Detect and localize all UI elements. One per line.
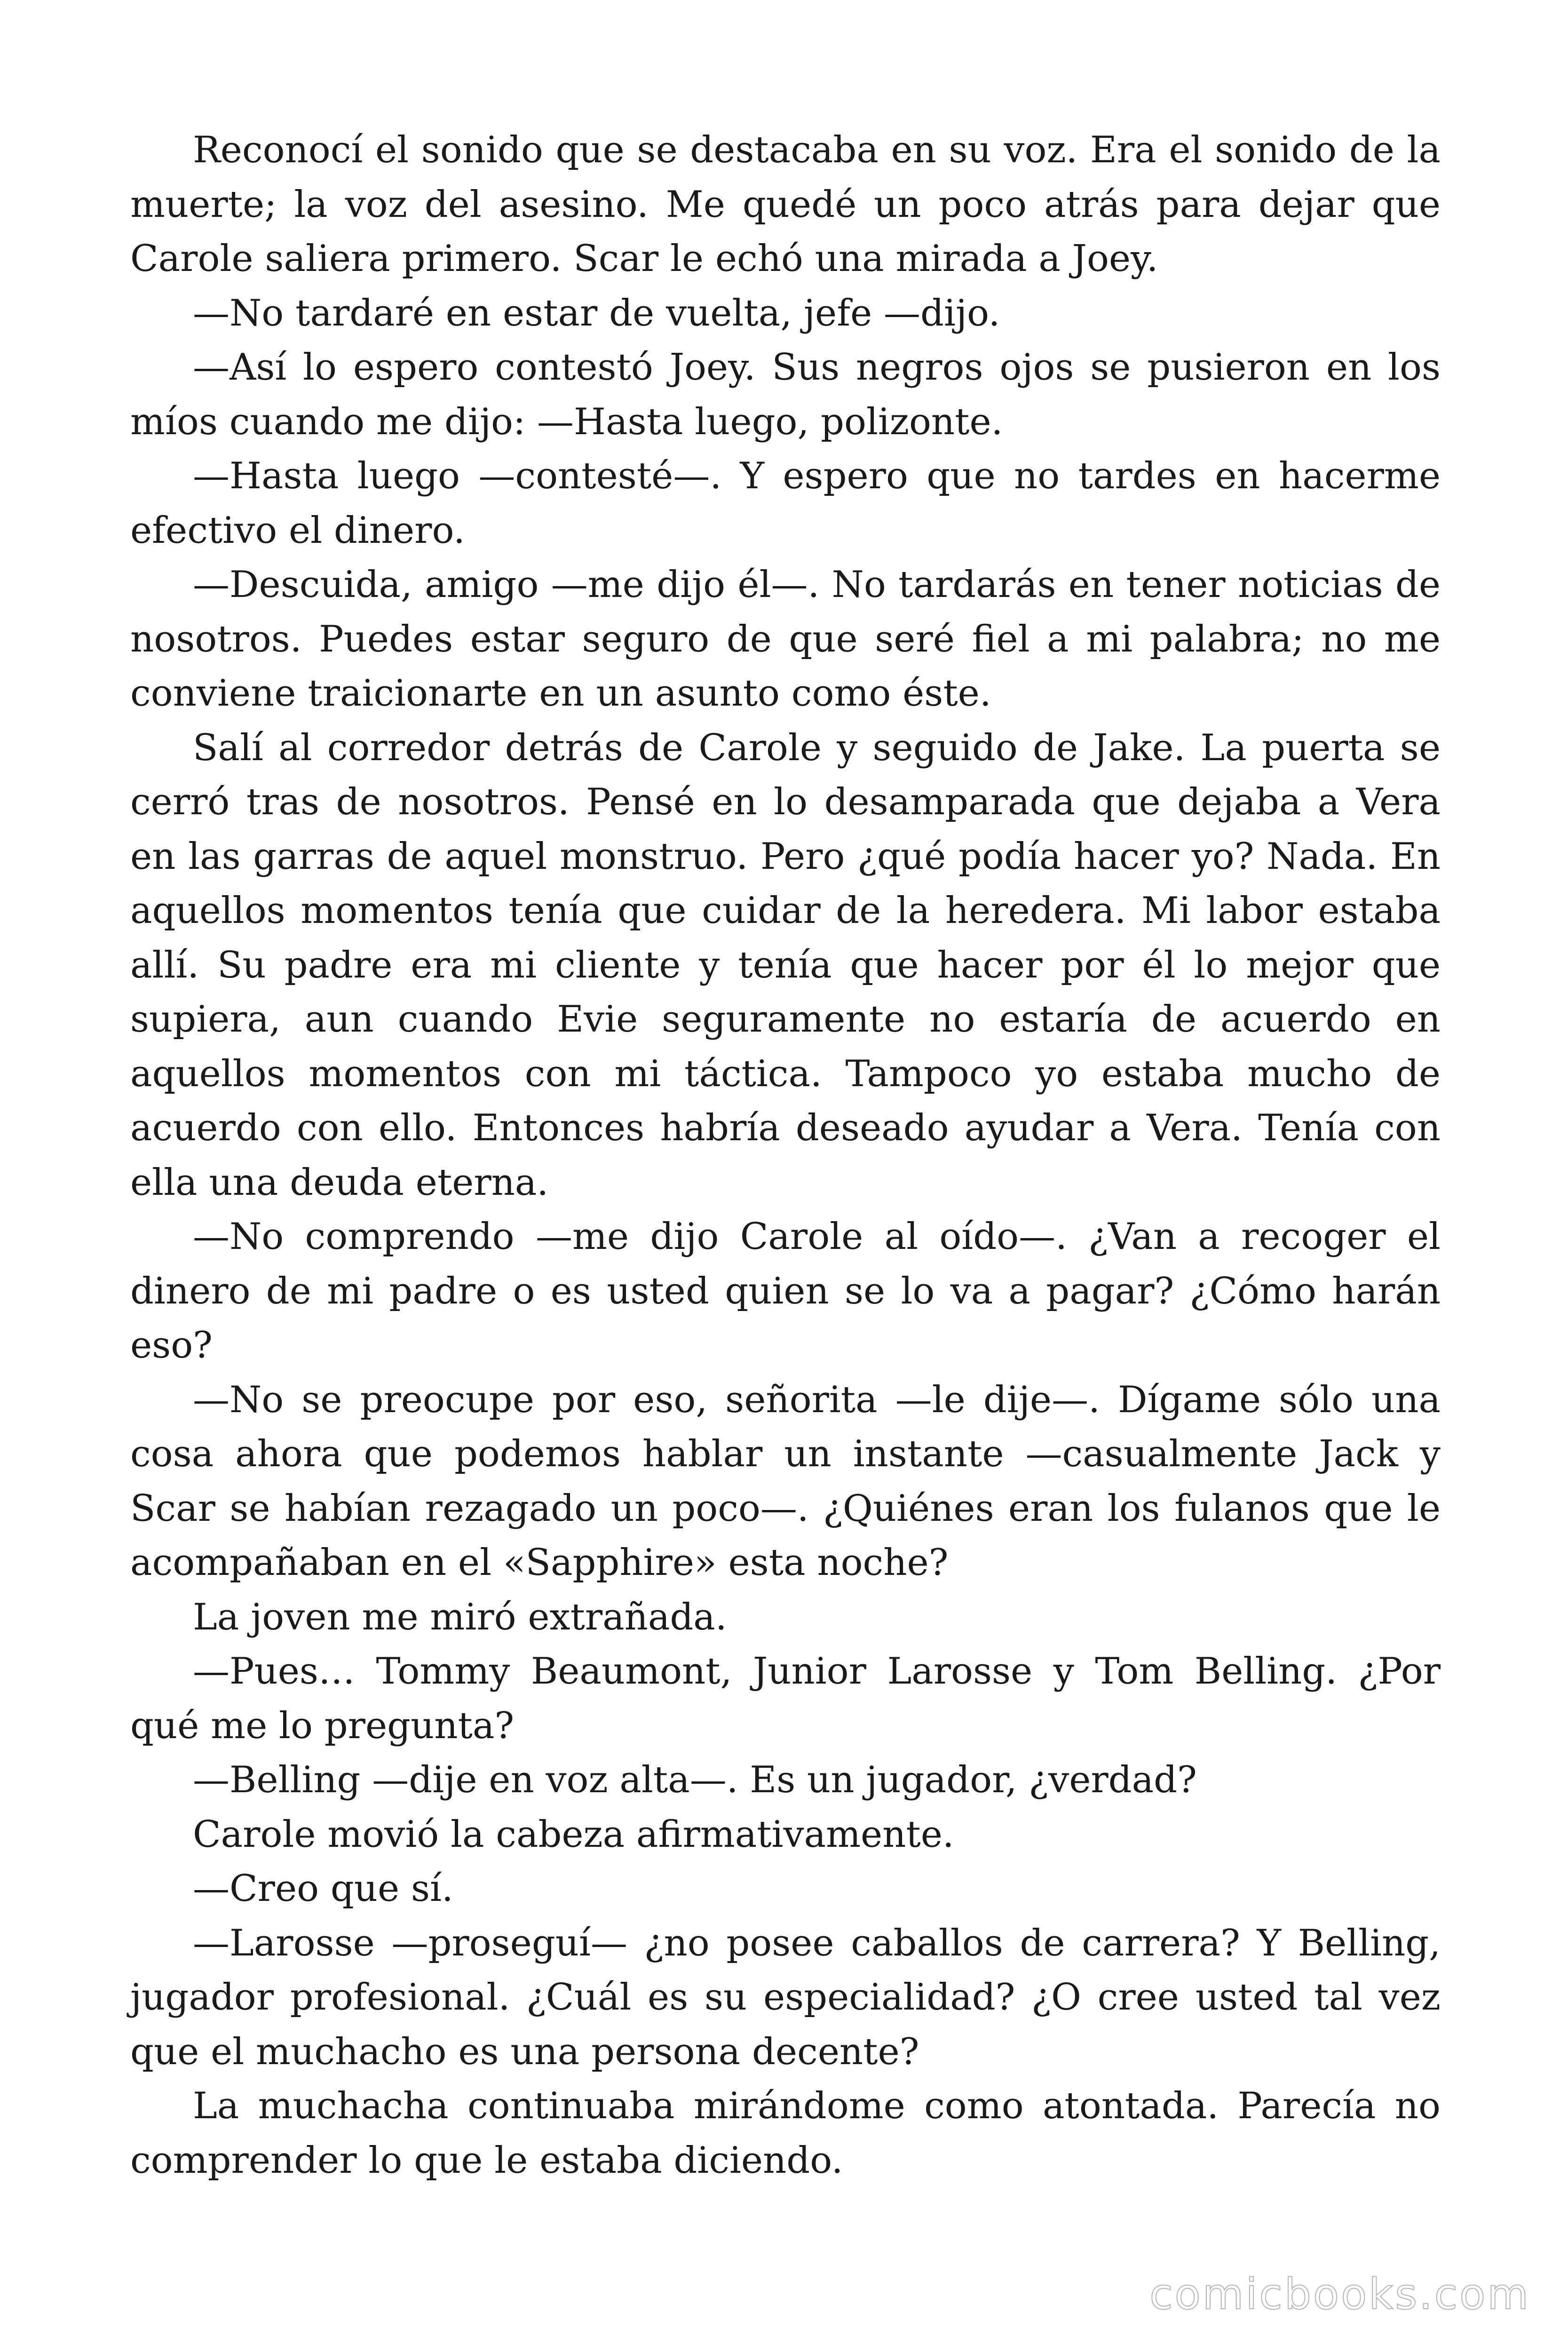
- paragraph: —Larosse —proseguí— ¿no posee caballos de carrera? Y Belling, jugador profesional. ¿Cuál es su especialidad? ¿O cree usted tal vez que el muchacho es una persona decente?: [130, 1922, 1441, 2073]
- paragraph: Reconocí el sonido que se destacaba en su voz. Era el sonido de la muerte; la voz del asesino. Me quedé un poco atrás para dejar que Carole saliera primero. Scar le echó una mirada a Joey.: [130, 129, 1441, 280]
- paragraph: Carole movió la cabeza afirmativamente.: [193, 1813, 954, 1856]
- paragraph: —Hasta luego —contesté—. Y espero que no tardes en hacerme efectivo el dinero.: [130, 455, 1441, 552]
- paragraph: —Descuida, amigo —me dijo él—. No tardarás en tener noticias de nosotros. Puedes estar seguro de que seré fiel a mi palabra; no me conviene traicionarte en un asunto como éste.: [130, 564, 1441, 715]
- paragraph: —Creo que sí.: [193, 1867, 453, 1910]
- paragraph: —No tardaré en estar de vuelta, jefe —dijo.: [193, 292, 1000, 334]
- paragraph: La joven me miró extrañada.: [193, 1596, 727, 1638]
- paragraph: —No se preocupe por eso, señorita —le dije—. Dígame sólo una cosa ahora que podemos hablar un instante —casualmente Jack y Scar se habían rezagado un poco—. ¿Quiénes eran los fulanos que le acompañaban en el «Sapphire» esta noche?: [130, 1378, 1441, 1584]
- page-body: [130, 123, 1441, 2188]
- paragraph: —Así lo espero contestó Joey. Sus negros ojos se pusieron en los míos cuando me dijo: —Hasta luego, polizonte.: [130, 346, 1441, 443]
- paragraph: Salí al corredor detrás de Carole y seguido de Jake. La puerta se cerró tras de nosotros. Pensé en lo desamparada que dejaba a Vera en las garras de aquel monstruo. Pero ¿qué podía hacer yo? Nada. En aquellos momentos tenía que cuidar de la heredera. Mi labor estaba allí. Su padre era mi cliente y tenía que hacer por él lo mejor que supiera, aun cuando Evie seguramente no estaría de acuerdo en aquellos momentos con mi táctica. Tampoco yo estaba mucho de acuerdo con ello. Entonces habría deseado ayudar a Vera. Tenía con ella una deuda eterna.: [130, 726, 1441, 1204]
- paragraph: —Belling —dije en voz alta—. Es un jugador, ¿verdad?: [193, 1759, 1197, 1801]
- paragraph: —Pues… Tommy Beaumont, Junior Larosse y Tom Belling. ¿Por qué me lo pregunta?: [130, 1650, 1441, 1747]
- watermark: comicbooks.com: [1149, 2270, 1530, 2319]
- paragraph: —No comprendo —me dijo Carole al oído—. ¿Van a recoger el dinero de mi padre o es usted quien se lo va a pagar? ¿Cómo harán eso?: [130, 1216, 1441, 1367]
- paragraph: La muchacha continuaba mirándome como atontada. Parecía no comprender lo que le estaba diciendo.: [130, 2085, 1441, 2182]
